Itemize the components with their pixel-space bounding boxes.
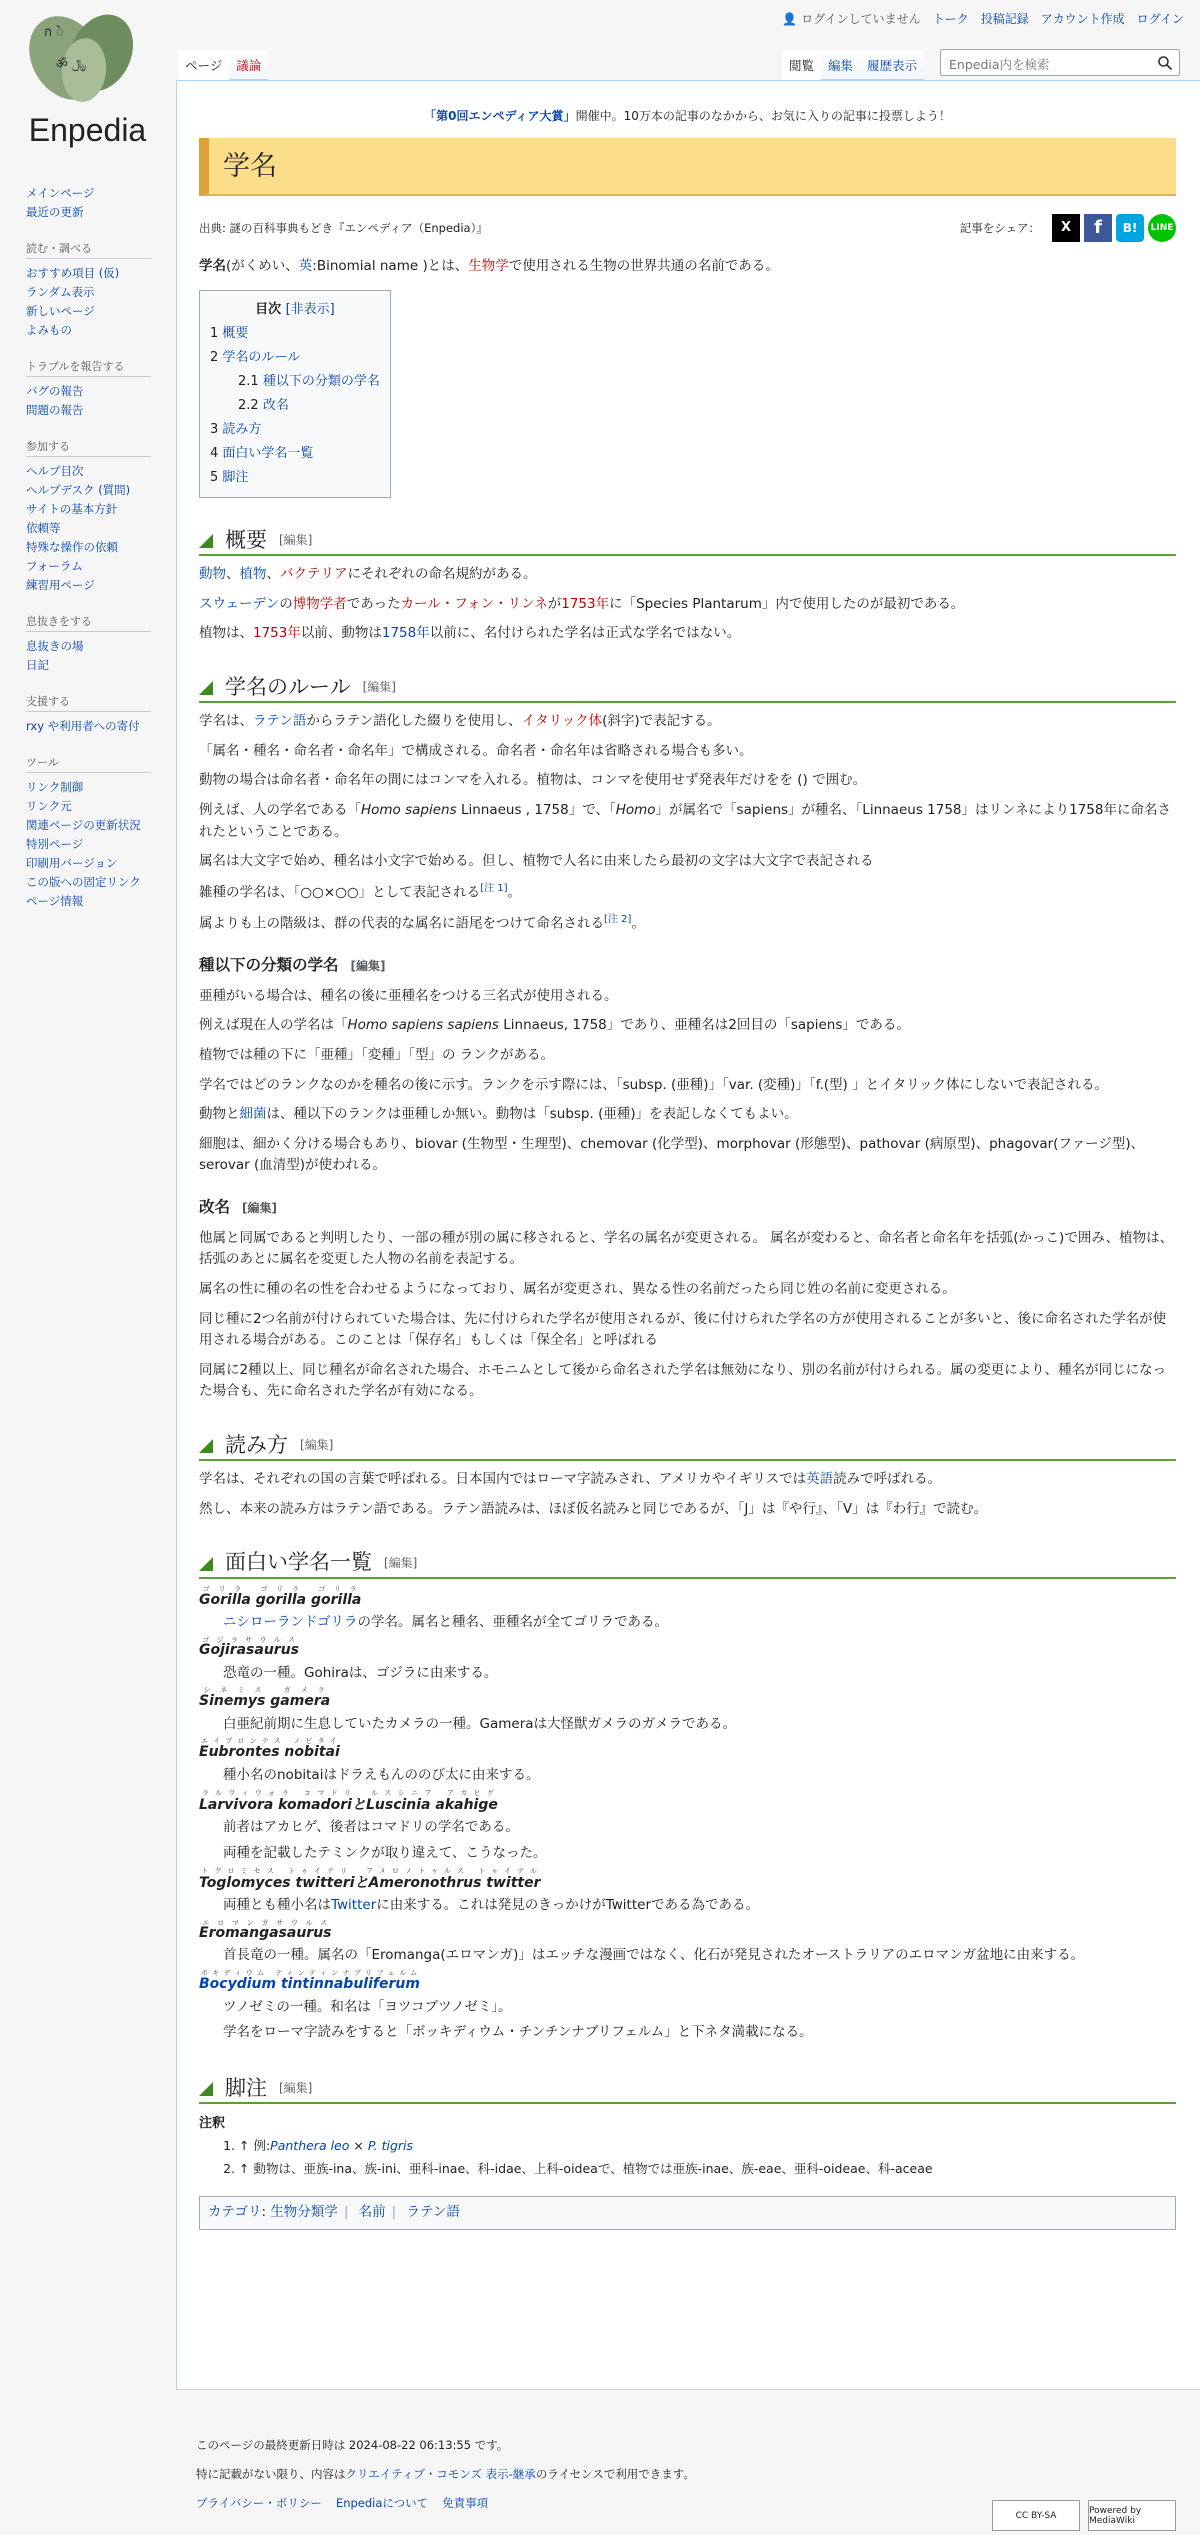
toc-number: 2.2	[238, 397, 259, 413]
intro-bold: 学名	[199, 258, 226, 275]
share-facebook-icon[interactable]: f	[1084, 214, 1112, 242]
list-term: Toglomyces twitteriとAmeronothrus twitterトグロミセス トゥイテリ アメロノトゥルス トゥイテル	[199, 1866, 541, 1891]
list-term: Bocydium tintinnabuliferumボキディウム ティンティンナブリフェルム	[199, 1969, 420, 1993]
contributions-link[interactable]: 投稿記録	[980, 12, 1029, 26]
sidebar-item[interactable]: 練習用ページ	[26, 578, 95, 592]
talk-link[interactable]: トーク	[932, 12, 969, 26]
subsection-heading: 改名 [編集]	[199, 1197, 277, 1216]
main-content	[176, 80, 1200, 2390]
paragraph: 学名は、ラテン語からラテン語化した綴りを使用し、イタリック体(斜字)で表記する。	[199, 713, 721, 730]
tab-history[interactable]: 履歴表示	[860, 50, 924, 80]
notes-label: 注釈	[199, 2116, 226, 2132]
category-link[interactable]: 生物分類学	[270, 2204, 338, 2221]
intro-text: で使用される生物の世界共通の名前である。	[508, 258, 779, 275]
subtitle-row	[199, 214, 1176, 242]
toc-link[interactable]: 種以下の分類の学名	[262, 373, 380, 389]
toc-link[interactable]: 学名のルール	[222, 349, 301, 365]
paragraph: 属名は大文字で始め、種名は小文字で始める。但し、植物で人名に由来したら最初の文字は大文字で表記される	[199, 853, 874, 870]
link[interactable]: カール・フォン・リンネ	[400, 595, 548, 612]
toc-item[interactable]	[210, 370, 380, 394]
search-placeholder: Enpedia内を検索	[949, 57, 1050, 72]
paragraph: 動物と細菌は、種以下のランクは亜種しか無い。動物は「subsp. (亜種)」を表記しなくてもよい。	[199, 1106, 798, 1123]
namespace-tabs	[178, 50, 268, 80]
sidebar-item[interactable]: 依頼等	[26, 521, 61, 535]
sidebar-item[interactable]: 特殊な操作の依頼	[26, 540, 118, 554]
toc-link[interactable]: 面白い学名一覧	[222, 445, 314, 461]
list-item: 白亜紀前期に生息していたカメラの一種。Gameraは大怪獣ガメラのガメラである。	[223, 1715, 737, 1732]
sidebar-item[interactable]: ページ情報	[26, 894, 84, 908]
link[interactable]: 1753年	[253, 625, 301, 642]
toc-link[interactable]: 概要	[222, 325, 249, 341]
tab-talk[interactable]: 議論	[229, 50, 268, 80]
sidebar-item-main[interactable]: メインページ	[26, 186, 95, 200]
sidebar-heading: 読む・調べる	[26, 240, 151, 259]
edit-section-link[interactable]: [編集]	[279, 2081, 313, 2096]
sidebar-heading: 息抜きをする	[26, 613, 151, 632]
edit-section-link[interactable]: [編集]	[350, 959, 386, 973]
section-heading	[199, 526, 1176, 556]
list-term: Eubrontes nobitaiエイブロンテス ノビタイ	[199, 1737, 340, 1761]
toc-number: 1	[210, 325, 219, 341]
toc-link[interactable]: 脚注	[222, 469, 249, 485]
cc-by-sa-badge[interactable]: CC BY-SA	[992, 2500, 1080, 2531]
section-heading: 読み方 [編集]	[199, 1431, 1176, 1461]
footnotes	[199, 2114, 1176, 2180]
link[interactable]: ラテン語	[253, 713, 307, 730]
sidebar-heading: 支援する	[26, 693, 151, 712]
sidebar-item-recent[interactable]: 最近の更新	[26, 205, 84, 219]
sidebar-item[interactable]: 関連ページの更新状況	[26, 818, 141, 832]
privacy-link[interactable]: プライバシー・ポリシー	[196, 2496, 322, 2510]
paragraph: 「属名・種名・命名者・命名年」で構成される。命名者・命名年は省略される場合も多い。	[199, 742, 753, 759]
paragraph: 例えば、人の学名である「Homo sapiens Linnaeus , 1758」で、「Homo」が属名で「sapiens」が種名、「Linnaeus 1758」はリンネにより1758年に命名されたということである。	[199, 802, 1171, 840]
toc-link[interactable]: 改名	[262, 397, 289, 413]
toc-link[interactable]: 読み方	[222, 421, 262, 437]
sidebar-item[interactable]: 新しいページ	[26, 304, 95, 318]
section-heading: 脚注 [編集]	[199, 2074, 1176, 2104]
sidebar-item[interactable]: フォーラム	[26, 559, 83, 573]
sidebar-item[interactable]: おすすめ項目 (仮)	[26, 266, 120, 280]
edit-section-link[interactable]: [編集]	[384, 1555, 418, 1570]
list-item: 両種を記載したテミンクが取り違えて、こうなった。	[223, 1844, 547, 1861]
list-term: Sinemys gameraシネミス ガメラ	[199, 1686, 331, 1710]
toc-item[interactable]	[210, 394, 380, 418]
toc-title-text: 目次	[255, 301, 282, 317]
toc-number: 2	[210, 349, 219, 365]
page-title: 学名	[223, 150, 277, 182]
share-hatena-icon[interactable]: B!	[1116, 214, 1144, 242]
sidebar-item[interactable]: 日記	[26, 658, 49, 672]
sidebar	[26, 184, 176, 929]
paragraph: 動物、植物、バクテリアにそれぞれの命名規約がある。	[199, 566, 537, 583]
footnote-ref[interactable]: [注 1]	[480, 882, 508, 894]
sidebar-item[interactable]: この版への固定リンク	[26, 875, 141, 889]
toc-item[interactable]	[210, 442, 380, 466]
site-notice	[199, 107, 1176, 126]
notice-link[interactable]: 「第0回エンペディア大賞」	[424, 109, 576, 123]
subsection-heading: 種以下の分類の学名 [編集]	[199, 956, 386, 974]
list-item: 恐竜の一種。Gohiraは、ゴジラに由来する。	[223, 1664, 498, 1681]
list-item: 首長竜の一種。属名の「Eromanga(エロマンガ)」はエッチな漫画ではなく、化石が発見されたオーストラリアのエロマンガ盆地に由来する。	[223, 1947, 1085, 1964]
sidebar-item[interactable]: 問題の報告	[26, 403, 84, 417]
footer-badges	[992, 2500, 1176, 2531]
list-item: ニシローランドゴリラの学名。属名と種名、亜種名が全てゴリラである。	[223, 1614, 668, 1631]
footnote-item: 1. ↑ 例:Panthera leo × P. tigris	[239, 2135, 1176, 2158]
footnote-ref[interactable]: [注 2]	[604, 913, 632, 925]
sidebar-item[interactable]: ヘルプデスク (質問)	[26, 483, 131, 497]
sidebar-item[interactable]: rxy や利用者への寄付	[26, 719, 140, 733]
heading-triangle-icon	[199, 2082, 213, 2096]
personal-tools	[782, 10, 1184, 27]
search-icon[interactable]	[1157, 55, 1173, 71]
sidebar-read	[26, 240, 176, 340]
list-item: 学名をローマ字読みをすると「ボッキディウム・チンチンナブリフェルム」と下ネタ満載になる。	[223, 2024, 813, 2041]
link[interactable]: 博物学者	[292, 595, 347, 612]
link[interactable]: 動物	[199, 566, 226, 583]
list-term: Larvivora komadoriとLuscinia akahigeラルウィウォラ コマドリ ルスシニア アカヒゲ	[199, 1788, 498, 1813]
toc-item[interactable]	[210, 418, 380, 442]
paragraph: 然し、本来の読み方はラテン語である。ラテン語読みは、ほぼ仮名読みと同じであるが、「J」は『や行』、「V」は『わ行』で読む。	[199, 1500, 988, 1517]
heading-triangle-icon	[199, 681, 213, 695]
paragraph: 植物では種の下に「亜種」「変種」「型」の ランクがある。	[199, 1046, 555, 1063]
license-text: 特に記載がない限り、内容はクリエイティブ・コモンズ 表示-継承のライセンスで利用できます。	[196, 2467, 695, 2481]
share-line-icon[interactable]: LINE	[1148, 214, 1176, 242]
sidebar-nav	[26, 184, 176, 222]
toc-number: 5	[210, 469, 219, 485]
paragraph: 同じ種に2つ名前が付けられていた場合は、先に付けられた学名が使用されるが、後に付けられた学名の方が使用されることが多いと、後に命名された学名が使用される場合がある。このことは「保存名」もしくは「保全名」と呼ばれる	[199, 1310, 1167, 1349]
link[interactable]: ニシローランドゴリラ	[223, 1614, 358, 1631]
svg-text:ก ꯥ: ก ꯥ	[44, 25, 64, 40]
page-title-banner	[199, 138, 1176, 196]
list-term: Eromangasaurusエロマンガサウルス	[199, 1918, 332, 1941]
paragraph: スウェーデンの博物学者であったカール・フォン・リンネが1753年に「Species Plantarum」内で使用したのが最初である。	[199, 595, 965, 612]
sidebar-participate	[26, 438, 176, 595]
share-bar	[960, 214, 1176, 242]
login-status: ログインしていません	[801, 12, 921, 26]
link[interactable]: P. tigris	[367, 2138, 414, 2154]
mediawiki-badge[interactable]: Powered by MediaWiki	[1088, 2500, 1176, 2531]
sidebar-relax	[26, 613, 176, 675]
page-source: 出典: 謎の百科事典もどき『エンペディア（Enpedia）』	[199, 220, 488, 235]
paragraph: 学名ではどのランクなのかを種名の後に示す。ランクを示す際には、「subsp. (亜種)」「var. (変種)」「f.(型) 」とイタリック体にしないで表記される。	[199, 1076, 1109, 1093]
heading-triangle-icon	[199, 1439, 213, 1453]
list-item: 種小名のnobitaiはドラえもんののび太に由来する。	[223, 1767, 540, 1784]
list-term: Gojirasaurusゴジラサウルス	[199, 1636, 300, 1659]
heading-text: 概要	[225, 527, 267, 552]
site-logo[interactable]	[0, 0, 175, 160]
section-heading	[199, 673, 1176, 703]
toc-number: 4	[210, 445, 219, 461]
paragraph: 属名の性に種の名の性を合わせるようになっており、属名が変更され、異なる性の名前だったら同じ姓の名前に変更される。	[199, 1280, 956, 1297]
about-link[interactable]: Enpediaについて	[335, 2496, 429, 2510]
list-item: 両種とも種小名はTwitterに由来する。これは発見のきっかけがTwitterである為である。	[223, 1897, 759, 1914]
login-link[interactable]: ログイン	[1136, 12, 1184, 26]
sidebar-heading: 参加する	[26, 438, 151, 457]
name-list	[199, 1585, 1176, 2046]
sidebar-item[interactable]: ヘルプ目次	[26, 464, 84, 478]
license-link[interactable]: クリエイティブ・コモンズ 表示-継承	[345, 2467, 536, 2481]
sidebar-support	[26, 693, 176, 736]
sidebar-item[interactable]: バグの報告	[26, 384, 84, 398]
sidebar-item[interactable]: リンク元	[26, 799, 72, 813]
intro-text: :Binomial name )とは、	[312, 258, 469, 275]
user-icon: 👤	[782, 11, 798, 26]
toc-number: 3	[210, 421, 219, 437]
tab-read[interactable]: 閲覧	[782, 50, 821, 80]
link[interactable]: 細菌	[239, 1106, 267, 1123]
sidebar-report	[26, 358, 176, 420]
paragraph: 属よりも上の階級は、群の代表的な属名に語尾をつけて命名される[注 2]。	[199, 913, 645, 932]
category-links: カテゴリ: 生物分類学 | 名前 | ラテン語	[199, 2196, 1176, 2230]
tab-edit[interactable]: 編集	[821, 50, 860, 80]
sidebar-item[interactable]: 印刷用バージョン	[26, 856, 118, 870]
category-link[interactable]: 名前	[358, 2204, 386, 2221]
sidebar-item[interactable]: よみもの	[26, 323, 72, 337]
link[interactable]: 英語	[806, 1471, 834, 1488]
disclaimer-link[interactable]: 免責事項	[442, 2496, 489, 2510]
paragraph: 動物の場合は命名者・命名年の間にはコンマを入れる。植物は、コンマを使用せず発表年だけをを () で囲む。	[199, 772, 867, 789]
paragraph: 雑種の学名は、「○○×○○」として表記される[注 1]。	[199, 882, 522, 901]
sidebar-item[interactable]: サイトの基本方針	[26, 502, 118, 516]
leaf-logo-icon	[16, 8, 156, 108]
toc-item[interactable]	[210, 466, 380, 490]
section-heading: 面白い学名一覧 [編集]	[199, 1548, 1176, 1578]
sidebar-item[interactable]: ランダム表示	[26, 285, 95, 299]
table-of-contents	[199, 290, 391, 498]
link[interactable]: Twitter	[331, 1897, 377, 1914]
paragraph: 他属と同属であると判明したり、一部の種が別の属に移されると、学名の属名が変更される。 属名が変わると、命名者と命名年を括弧(かっこ)で囲み、植物は、括弧のあとに属名を変更した人物の名前を表記する。	[199, 1229, 1174, 1268]
english-link[interactable]: 英	[298, 258, 313, 275]
link[interactable]: 1758年	[381, 625, 430, 642]
paragraph: 細胞は、細かく分ける場合もあり、biovar (生物型・生理型)、chemovar (化学型)、morphovar (形態型)、pathovar (病原型)、phagovar(ファージ型)、serovar (血清型)が使われる。	[199, 1135, 1145, 1174]
toc-title	[210, 298, 380, 322]
toc-toggle[interactable]: [非表示]	[285, 301, 335, 317]
link[interactable]: イタリック体	[521, 713, 603, 730]
list-item: 前者はアカヒゲ、後者はコマドリの学名である。	[223, 1819, 519, 1836]
sidebar-item[interactable]: 特別ページ	[26, 837, 84, 851]
edit-section-link[interactable]: [編集]	[279, 532, 313, 547]
search-input[interactable]	[940, 49, 1180, 76]
link[interactable]: Panthera leo	[270, 2138, 350, 2154]
intro-paragraph	[199, 256, 1176, 278]
intro-text: (がくめい、	[226, 258, 299, 275]
biology-link[interactable]: 生物学	[468, 258, 509, 275]
heading-text: 学名のルール	[225, 674, 351, 699]
edit-section-link[interactable]: [編集]	[300, 1437, 334, 1452]
notice-text: 開催中。10万本の記事のなかから、お気に入りの記事に投票しよう！	[575, 109, 951, 123]
link[interactable]: 1753年	[561, 595, 610, 612]
last-modified: このページの最終更新日時は 2024-08-22 06:13:55 です。	[196, 2438, 509, 2452]
toc-item[interactable]	[210, 346, 380, 370]
share-label: 記事をシェア：	[959, 220, 1040, 235]
toc-number: 2.1	[238, 373, 259, 389]
paragraph: 例えば現在人の学名は「Homo sapiens sapiens Linnaeus, 1758」であり、亜種名は2回目の「sapiens」である。	[199, 1017, 910, 1034]
footnote-item: 2. ↑ 動物は、亜族-ina、族-ini、亜科-inae、科-idae、上科-oideaで、植物では亜族-inae、族-eae、亜科-oideae、科-aceae	[239, 2158, 1176, 2181]
link[interactable]: 植物	[239, 566, 267, 583]
edit-section-link[interactable]: [編集]	[362, 679, 396, 694]
create-account-link[interactable]: アカウント作成	[1040, 12, 1125, 26]
link[interactable]: バクテリア	[280, 566, 348, 583]
share-x-icon[interactable]: X	[1052, 214, 1080, 242]
view-tabs	[782, 50, 924, 80]
sidebar-item[interactable]: リンク制御	[26, 780, 84, 794]
sidebar-heading: トラブルを報告する	[26, 358, 151, 377]
paragraph: 亜種がいる場合は、種名の後に亜種名をつける三名式が使用される。	[199, 987, 618, 1004]
svg-text:ॐ ﷼: ॐ ﷼	[56, 57, 87, 72]
heading-triangle-icon	[199, 1557, 213, 1571]
category-link[interactable]: ラテン語	[406, 2204, 460, 2221]
sidebar-tools	[26, 754, 176, 911]
edit-section-link[interactable]: [編集]	[242, 1200, 277, 1215]
paragraph: 同属に2種以上、同じ種名が命名された場合、ホモニムとして後から命名された学名は無効になり、別の名前が付けられる。属の変更により、種名が同じになった場合も、先に命名された学名が有効になる。	[199, 1361, 1167, 1400]
list-item: ツノゼミの一種。和名は「ヨツコブツノゼミ」。	[223, 1998, 512, 2015]
paragraph: 学名は、それぞれの国の言葉で呼ばれる。日本国内ではローマ字読みされ、アメリカやイギリスでは英語読みで呼ばれる。	[199, 1471, 942, 1488]
toc-item[interactable]	[210, 322, 380, 346]
paragraph: 植物は、1753年以前、動物は1758年以前に、名付けられた学名は正式な学名ではない。	[199, 625, 741, 642]
sidebar-item[interactable]: 息抜きの場	[26, 639, 84, 653]
heading-triangle-icon	[199, 534, 213, 548]
site-name: Enpedia	[28, 112, 147, 148]
categories-label[interactable]: カテゴリ	[208, 2204, 262, 2221]
sidebar-heading: ツール	[26, 754, 151, 773]
list-term: Gorilla gorilla gorillaゴリラ ゴリラ ゴリラ	[199, 1584, 362, 1608]
tab-page[interactable]: ページ	[178, 50, 229, 80]
link[interactable]: スウェーデン	[199, 595, 280, 612]
